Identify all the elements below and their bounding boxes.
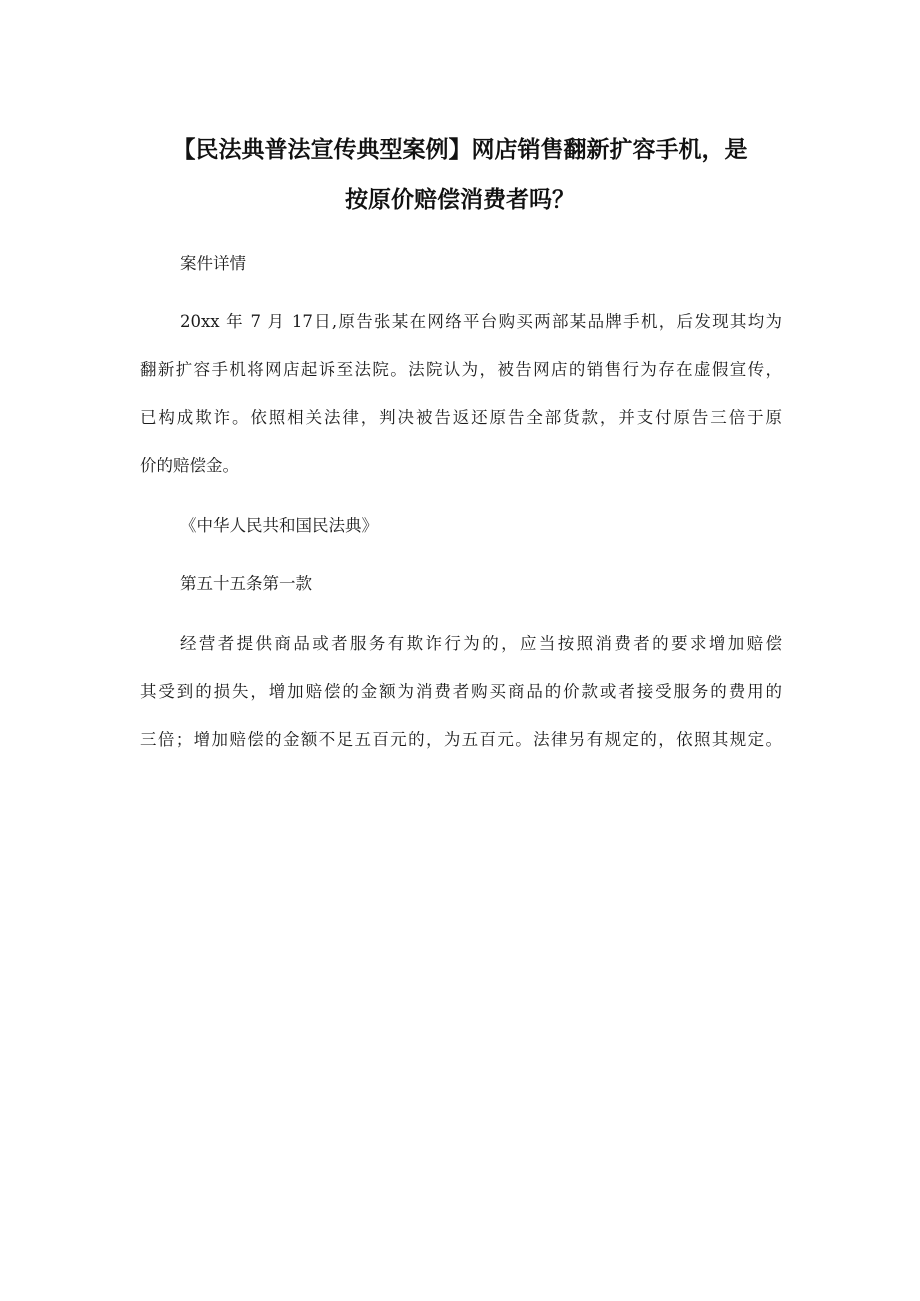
document-title-line-2: 按原价赔偿消费者吗？ xyxy=(345,187,575,213)
article-paragraph-line-1: 经营者提供商品或者服务有欺诈行为的，应当按照消费者的要求增加赔偿 xyxy=(180,634,782,653)
case-details-heading: 案件详情 xyxy=(180,254,246,273)
case-paragraph-line-2: 翻新扩容手机将网店起诉至法院。法院认为，被告网店的销售行为存在虚假宣传， xyxy=(140,360,782,379)
article-paragraph-line-2: 其受到的损失，增加赔偿的金额为消费者购买商品的价款或者接受服务的费用的 xyxy=(140,682,782,701)
case-paragraph-line-1: 20xx 年 7 月 17日,原告张某在网络平台购买两部某品牌手机，后发现其均为 xyxy=(180,312,782,331)
article-heading: 第五十五条第一款 xyxy=(180,574,312,593)
case-paragraph-line-4: 价的赔偿金。 xyxy=(140,456,239,475)
article-paragraph-line-3: 三倍；增加赔偿的金额不足五百元的，为五百元。法律另有规定的，依照其规定。 xyxy=(140,730,782,749)
law-title: 《中华人民共和国民法典》 xyxy=(180,516,378,535)
case-paragraph-line-3: 已构成欺诈。依照相关法律，判决被告返还原告全部货款，并支付原告三倍于原 xyxy=(140,408,782,427)
document-title-line-1: 【民法典普法宣传典型案例】网店销售翻新扩容手机，是 xyxy=(172,137,748,163)
